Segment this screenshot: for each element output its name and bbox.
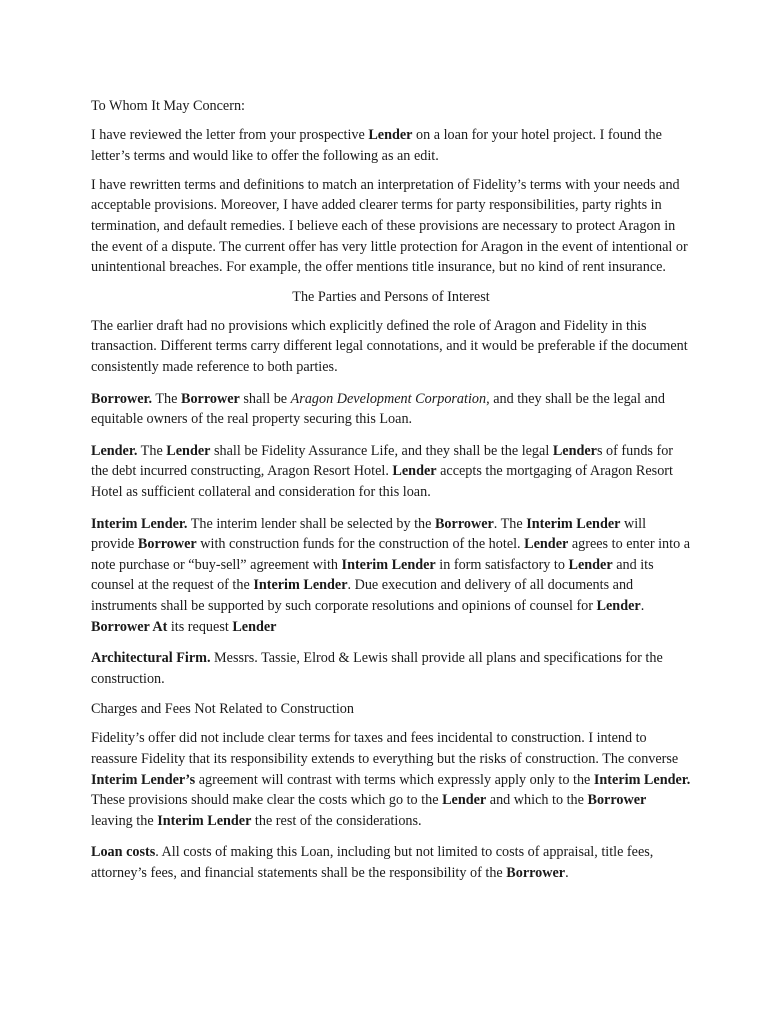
- section-heading-charges: Charges and Fees Not Related to Construction: [91, 701, 354, 718]
- defined-term: Lender: [368, 127, 413, 144]
- salutation: To Whom It May Concern:: [91, 98, 245, 114]
- intro-paragraph-2: I have rewritten terms and definitions to match an interpretation of Fidelity’s terms with your needs and acceptable provisions. Moreover, I have added clearer terms for party responsibilities, party rights in termination, and default remedies. I believe each of these provisions are necessary to protect Aragon in the event of a dispute. The current offer has very little protection for Aragon in the event of intentional or unintentional breaches. For example, the offer mentions title insurance, but no kind of rent insurance.: [91, 176, 688, 276]
- lender-definition: Lender. The Lender shall be Fidelity Assurance Life, and they shall be the legal Lenders of funds for the debt incurred constructing, Aragon Resort Hotel. Lender accepts the mortgaging of Aragon Resort Hotel as sufficient collateral and consideration for this loan.: [91, 442, 674, 500]
- architectural-firm-definition: Architectural Firm. Messrs. Tassie, Elrod & Lewis shall provide all plans and specifications for the construction.: [91, 650, 663, 687]
- intro-paragraph-1: I have reviewed the letter from your prospective Lender on a loan for your hotel project. I found the letter’s terms and would like to offer the following as an edit.: [91, 127, 662, 164]
- interim-lender-definition: Interim Lender. The interim lender shall be selected by the Borrower. The Interim Lender will provide Borrower with construction funds for the construction of the hotel. Lender agrees to enter into a note purchase or “buy-sell” agreement with Interim Lender in form satisfactory to Lender and its counsel at the request of the Interim Lender. Due execution and delivery of all documents and instruments shall be supported by such corporate resolutions and opinions of counsel for Lender. Borrower At its request Lender: [91, 515, 691, 635]
- defined-term: Interim Lender.: [91, 515, 188, 532]
- defined-term: Borrower.: [91, 390, 153, 407]
- defined-term: Architectural Firm.: [91, 650, 211, 667]
- charges-intro-paragraph: Fidelity’s offer did not include clear terms for taxes and fees incidental to construction. I intend to reassure Fidelity that its responsibility extends to everything but the risks of construction. The converse Interim Lender’s agreement will contrast with terms which expressly apply only to the Interim Lender. These provisions should make clear the costs which go to the Lender and which to the Borrower leaving the Interim Lender the rest of the considerations.: [91, 730, 691, 829]
- parties-intro-paragraph: The earlier draft had no provisions which explicitly defined the role of Aragon and Fidelity in this transaction. Different terms carry different legal connotations, and it would be preferable if the document consistently made reference to both parties.: [91, 317, 688, 376]
- defined-term: Loan costs: [91, 844, 156, 861]
- letter-document: [91, 96, 691, 884]
- defined-term: Lender.: [91, 442, 138, 459]
- borrower-definition: Borrower. The Borrower shall be Aragon Development Corporation, and they shall be the legal and equitable owners of the real property securing this Loan.: [91, 390, 665, 428]
- loan-costs-definition: Loan costs. All costs of making this Loan, including but not limited to costs of appraisal, title fees, attorney’s fees, and financial statements shall be the responsibility of the Borrower.: [91, 844, 654, 881]
- section-heading-parties: The Parties and Persons of Interest: [292, 288, 490, 305]
